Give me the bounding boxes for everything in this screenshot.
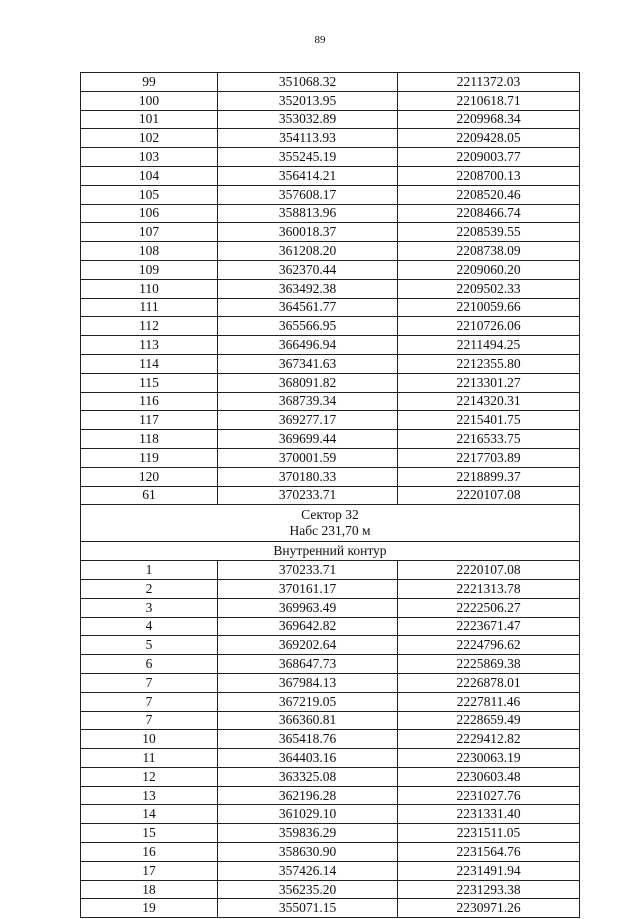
point-number-cell: 113 [81, 336, 218, 355]
y-coordinate-cell: 2223671.47 [398, 617, 580, 636]
x-coordinate-cell: 351068.32 [218, 73, 398, 92]
point-number-cell: 3 [81, 598, 218, 617]
y-coordinate-cell: 2231331.40 [398, 805, 580, 824]
table-row [81, 166, 580, 185]
x-coordinate-cell: 363492.38 [218, 279, 398, 298]
x-coordinate-cell: 367984.13 [218, 673, 398, 692]
table-row [81, 899, 580, 918]
table-row [81, 430, 580, 449]
point-number-cell: 19 [81, 899, 218, 918]
x-coordinate-cell: 370233.71 [218, 486, 398, 505]
table-row [81, 636, 580, 655]
x-coordinate-cell: 366496.94 [218, 336, 398, 355]
point-number-cell: 117 [81, 411, 218, 430]
point-number-cell: 1 [81, 561, 218, 580]
y-coordinate-cell: 2231511.05 [398, 824, 580, 843]
x-coordinate-cell: 364561.77 [218, 298, 398, 317]
point-number-cell: 112 [81, 317, 218, 336]
point-number-cell: 4 [81, 617, 218, 636]
point-number-cell: 5 [81, 636, 218, 655]
x-coordinate-cell: 357608.17 [218, 185, 398, 204]
y-coordinate-cell: 2227811.46 [398, 692, 580, 711]
y-coordinate-cell: 2230971.26 [398, 899, 580, 918]
table-row [81, 579, 580, 598]
y-coordinate-cell: 2211372.03 [398, 73, 580, 92]
table-row [81, 411, 580, 430]
point-number-cell: 61 [81, 486, 218, 505]
x-coordinate-cell: 365418.76 [218, 730, 398, 749]
y-coordinate-cell: 2208539.55 [398, 223, 580, 242]
y-coordinate-cell: 2216533.75 [398, 430, 580, 449]
point-number-cell: 119 [81, 448, 218, 467]
point-number-cell: 114 [81, 354, 218, 373]
table-row [81, 279, 580, 298]
point-number-cell: 120 [81, 467, 218, 486]
table-row [81, 242, 580, 261]
table-row [81, 805, 580, 824]
sector-header [81, 505, 580, 561]
y-coordinate-cell: 2221313.78 [398, 579, 580, 598]
point-number-cell: 118 [81, 430, 218, 449]
table-row [81, 336, 580, 355]
coordinates-table [80, 72, 580, 918]
x-coordinate-cell: 370161.17 [218, 579, 398, 598]
x-coordinate-cell: 362370.44 [218, 260, 398, 279]
point-number-cell: 99 [81, 73, 218, 92]
table-row [81, 129, 580, 148]
table-row [81, 861, 580, 880]
point-number-cell: 10 [81, 730, 218, 749]
y-coordinate-cell: 2209003.77 [398, 148, 580, 167]
table-row [81, 260, 580, 279]
table-row [81, 317, 580, 336]
point-number-cell: 100 [81, 91, 218, 110]
y-coordinate-cell: 2225869.38 [398, 655, 580, 674]
y-coordinate-cell: 2208700.13 [398, 166, 580, 185]
table-row [81, 843, 580, 862]
x-coordinate-cell: 360018.37 [218, 223, 398, 242]
table-row [81, 711, 580, 730]
table-row [81, 148, 580, 167]
y-coordinate-cell: 2218899.37 [398, 467, 580, 486]
table-row [81, 373, 580, 392]
y-coordinate-cell: 2208466.74 [398, 204, 580, 223]
x-coordinate-cell: 364403.16 [218, 749, 398, 768]
y-coordinate-cell: 2209060.20 [398, 260, 580, 279]
x-coordinate-cell: 359836.29 [218, 824, 398, 843]
table-row [81, 298, 580, 317]
x-coordinate-cell: 358813.96 [218, 204, 398, 223]
point-number-cell: 109 [81, 260, 218, 279]
y-coordinate-cell: 2222506.27 [398, 598, 580, 617]
x-coordinate-cell: 356235.20 [218, 880, 398, 899]
page-number: 89 [314, 34, 326, 46]
sector-cell [81, 505, 580, 542]
y-coordinate-cell: 2209502.33 [398, 279, 580, 298]
point-number-cell: 18 [81, 880, 218, 899]
x-coordinate-cell: 370233.71 [218, 561, 398, 580]
x-coordinate-cell: 356414.21 [218, 166, 398, 185]
y-coordinate-cell: 2231027.76 [398, 786, 580, 805]
x-coordinate-cell: 354113.93 [218, 129, 398, 148]
point-number-cell: 110 [81, 279, 218, 298]
x-coordinate-cell: 366360.81 [218, 711, 398, 730]
table-row [81, 91, 580, 110]
point-number-cell: 104 [81, 166, 218, 185]
point-number-cell: 13 [81, 786, 218, 805]
y-coordinate-cell: 2210618.71 [398, 91, 580, 110]
table-row [81, 598, 580, 617]
x-coordinate-cell: 368739.34 [218, 392, 398, 411]
x-coordinate-cell: 369699.44 [218, 430, 398, 449]
point-number-cell: 103 [81, 148, 218, 167]
x-coordinate-cell: 365566.95 [218, 317, 398, 336]
x-coordinate-cell: 369642.82 [218, 617, 398, 636]
y-coordinate-cell: 2215401.75 [398, 411, 580, 430]
x-coordinate-cell: 353032.89 [218, 110, 398, 129]
table-row [81, 448, 580, 467]
point-number-cell: 108 [81, 242, 218, 261]
point-number-cell: 107 [81, 223, 218, 242]
x-coordinate-cell: 367219.05 [218, 692, 398, 711]
table-row [81, 204, 580, 223]
table-row [81, 730, 580, 749]
table-row [81, 486, 580, 505]
table-row [81, 185, 580, 204]
x-coordinate-cell: 370001.59 [218, 448, 398, 467]
y-coordinate-cell: 2209968.34 [398, 110, 580, 129]
point-number-cell: 15 [81, 824, 218, 843]
y-coordinate-cell: 2209428.05 [398, 129, 580, 148]
y-coordinate-cell: 2217703.89 [398, 448, 580, 467]
sector-title: Сектор 32 [301, 507, 359, 523]
table-row [81, 73, 580, 92]
table-row [81, 223, 580, 242]
point-number-cell: 7 [81, 692, 218, 711]
x-coordinate-cell: 369202.64 [218, 636, 398, 655]
x-coordinate-cell: 368091.82 [218, 373, 398, 392]
y-coordinate-cell: 2231293.38 [398, 880, 580, 899]
x-coordinate-cell: 363325.08 [218, 767, 398, 786]
x-coordinate-cell: 352013.95 [218, 91, 398, 110]
x-coordinate-cell: 370180.33 [218, 467, 398, 486]
y-coordinate-cell: 2231491.94 [398, 861, 580, 880]
x-coordinate-cell: 361208.20 [218, 242, 398, 261]
sector-level: Набс 231,70 м [289, 523, 371, 539]
table-row [81, 749, 580, 768]
x-coordinate-cell: 368647.73 [218, 655, 398, 674]
x-coordinate-cell: 361029.10 [218, 805, 398, 824]
sector-header-row [81, 505, 580, 542]
x-coordinate-cell: 355245.19 [218, 148, 398, 167]
y-coordinate-cell: 2212355.80 [398, 354, 580, 373]
y-coordinate-cell: 2208520.46 [398, 185, 580, 204]
y-coordinate-cell: 2230063.19 [398, 749, 580, 768]
point-number-cell: 105 [81, 185, 218, 204]
point-number-cell: 6 [81, 655, 218, 674]
point-number-cell: 115 [81, 373, 218, 392]
y-coordinate-cell: 2226878.01 [398, 673, 580, 692]
table-row [81, 673, 580, 692]
table-row [81, 392, 580, 411]
y-coordinate-cell: 2230603.48 [398, 767, 580, 786]
point-number-cell: 101 [81, 110, 218, 129]
table-row [81, 880, 580, 899]
table-row [81, 561, 580, 580]
point-number-cell: 17 [81, 861, 218, 880]
point-number-cell: 102 [81, 129, 218, 148]
table-row [81, 767, 580, 786]
y-coordinate-cell: 2214320.31 [398, 392, 580, 411]
y-coordinate-cell: 2228659.49 [398, 711, 580, 730]
x-coordinate-cell: 358630.90 [218, 843, 398, 862]
point-number-cell: 12 [81, 767, 218, 786]
table-row [81, 824, 580, 843]
point-number-cell: 14 [81, 805, 218, 824]
coordinates-section-1 [81, 73, 580, 505]
y-coordinate-cell: 2210726.06 [398, 317, 580, 336]
table-row [81, 786, 580, 805]
point-number-cell: 7 [81, 711, 218, 730]
table-row [81, 617, 580, 636]
x-coordinate-cell: 355071.15 [218, 899, 398, 918]
y-coordinate-cell: 2231564.76 [398, 843, 580, 862]
point-number-cell: 111 [81, 298, 218, 317]
x-coordinate-cell: 369963.49 [218, 598, 398, 617]
y-coordinate-cell: 2208738.09 [398, 242, 580, 261]
point-number-cell: 11 [81, 749, 218, 768]
table-row [81, 692, 580, 711]
table-row [81, 354, 580, 373]
y-coordinate-cell: 2220107.08 [398, 486, 580, 505]
table-row [81, 655, 580, 674]
table-row [81, 110, 580, 129]
point-number-cell: 7 [81, 673, 218, 692]
y-coordinate-cell: 2220107.08 [398, 561, 580, 580]
y-coordinate-cell: 2229412.82 [398, 730, 580, 749]
x-coordinate-cell: 357426.14 [218, 861, 398, 880]
x-coordinate-cell: 362196.28 [218, 786, 398, 805]
table-row [81, 467, 580, 486]
contour-title: Внутренний контур [81, 542, 580, 561]
point-number-cell: 106 [81, 204, 218, 223]
y-coordinate-cell: 2211494.25 [398, 336, 580, 355]
y-coordinate-cell: 2213301.27 [398, 373, 580, 392]
point-number-cell: 116 [81, 392, 218, 411]
contour-header-row [81, 542, 580, 561]
x-coordinate-cell: 369277.17 [218, 411, 398, 430]
y-coordinate-cell: 2224796.62 [398, 636, 580, 655]
point-number-cell: 2 [81, 579, 218, 598]
point-number-cell: 16 [81, 843, 218, 862]
y-coordinate-cell: 2210059.66 [398, 298, 580, 317]
coordinates-section-2 [81, 561, 580, 918]
x-coordinate-cell: 367341.63 [218, 354, 398, 373]
